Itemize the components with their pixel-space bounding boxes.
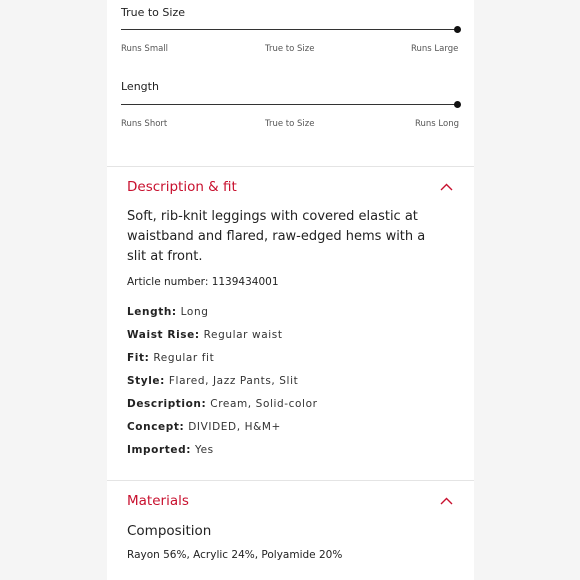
- size-fit-title: True to Size: [121, 6, 185, 19]
- attr-fit: [127, 352, 214, 364]
- size-fit-label-true: True to Size: [265, 44, 315, 54]
- attr-value: Flared, Jazz Pants, Slit: [168, 375, 299, 387]
- attr-value: Cream, Solid-color: [210, 398, 318, 410]
- attr-description: [127, 398, 318, 410]
- article-number: Article number: 1139434001: [127, 276, 279, 288]
- attr-style: [127, 375, 298, 387]
- attr-value: Yes: [194, 444, 214, 456]
- section-divider: [107, 166, 474, 167]
- length-fit-marker: [454, 101, 461, 108]
- length-fit-label-true: True to Size: [265, 119, 315, 129]
- attr-key: Style:: [127, 375, 165, 387]
- product-description: Soft, rib-knit leggings with covered elastic at waistband and flared, raw-edged hems with a slit at front.: [127, 209, 426, 264]
- attr-value: Long: [180, 306, 209, 318]
- attr-value: Regular fit: [153, 352, 215, 364]
- attr-key: Length:: [127, 306, 177, 318]
- attr-key: Description:: [127, 398, 207, 410]
- attr-key: Waist Rise:: [127, 329, 200, 341]
- size-fit-track: [121, 29, 459, 30]
- attr-imported: [127, 444, 214, 456]
- length-fit-label-short: Runs Short: [121, 119, 168, 129]
- length-fit-track: [121, 104, 459, 105]
- size-fit-label-large: Runs Large: [411, 44, 459, 54]
- description-section-header[interactable]: Description & fit: [127, 179, 237, 195]
- composition-value: Rayon 56%, Acrylic 24%, Polyamide 20%: [127, 549, 343, 561]
- composition-title: Composition: [127, 523, 212, 539]
- length-fit-label-long: Runs Long: [415, 119, 459, 129]
- attr-waist-rise: [127, 329, 283, 341]
- section-divider: [107, 480, 474, 481]
- chevron-up-icon[interactable]: [440, 183, 453, 191]
- length-fit-title: Length: [121, 80, 159, 93]
- attr-length: [127, 306, 208, 318]
- attr-key: Imported:: [127, 444, 192, 456]
- size-fit-marker: [454, 26, 461, 33]
- attr-key: Fit:: [127, 352, 150, 364]
- attr-value: DIVIDED, H&M+: [188, 421, 281, 433]
- product-details-panel: [107, 0, 474, 580]
- attr-concept: [127, 421, 281, 433]
- materials-section-header[interactable]: Materials: [127, 493, 189, 509]
- attr-key: Concept:: [127, 421, 185, 433]
- chevron-up-icon[interactable]: [440, 497, 453, 505]
- attr-value: Regular waist: [203, 329, 283, 341]
- size-fit-label-small: Runs Small: [121, 44, 169, 54]
